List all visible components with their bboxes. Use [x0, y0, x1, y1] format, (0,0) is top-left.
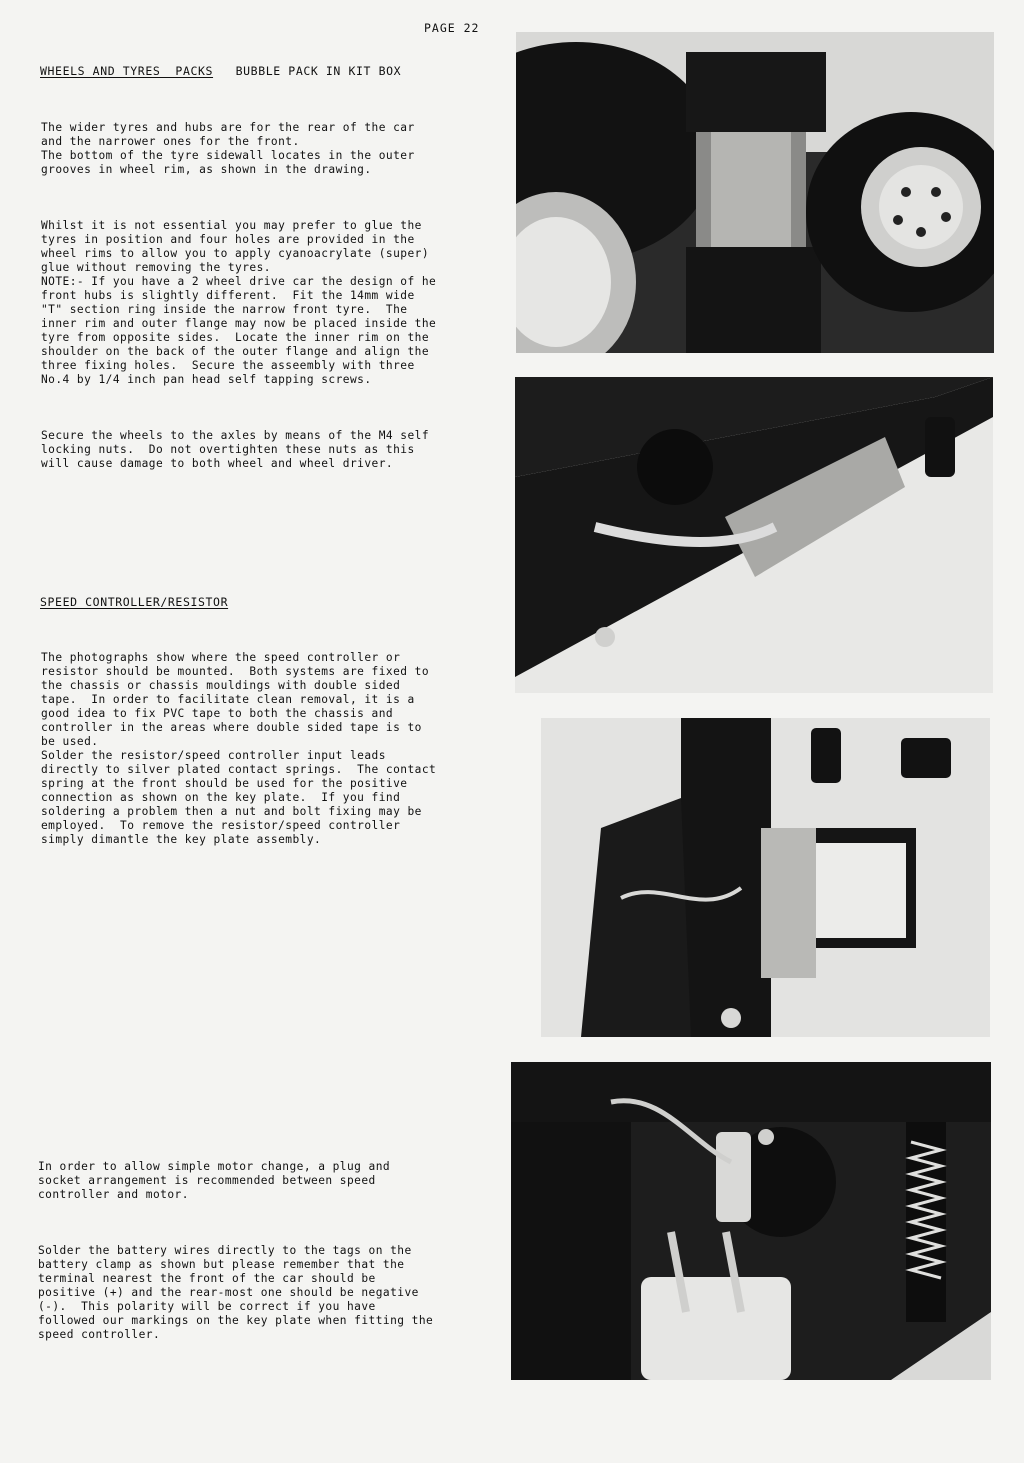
- motor-text: [38, 1132, 433, 1370]
- speed-controller-paragraph-1: The photographs show where the speed controller or resistor should be mounted. Both systems are fixed to the chassis or chassis mouldings with double sided tape. In order to facilitate clean removal, it is a good idea to fix PVC tape to both the chassis and controller in the areas where double sided tape is to be used. Solder the resistor/speed controller input leads directly to silver plated contact springs. The contact spring at the front should be used for the positive connection as shown on the key plate. If you find soldering a problem then a nut and bolt fixing may be employed. To remove the resistor/speed controller simply dimantle the key plate assembly.: [41, 651, 437, 846]
- speed-controller-text: [41, 623, 436, 875]
- wheels-paragraph-3: Secure the wheels to the axles by means of the M4 self locking nuts. Do not overtighten these nuts as this will cause damage to both wheel and wheel driver.: [41, 429, 430, 470]
- wheels-paragraph-2: Whilst it is not essential you may prefer to glue the tyres in position and four holes are provided in the wheel rims to allow you to apply cyanoacrylate (super) glue without removing the tyres. NOTE:- If you have a 2 wheel drive car the design of he front hubs is slightly different. Fit the 14mm wide "T" section ring inside the narrow front tyre. The inner rim and outer flange may now be placed inside the tyre from opposite sides. Locate the inner rim on the shoulder on the back of the outer flange and align the three fixing holes. Secure the asseembly with three No.4 by 1/4 inch pan head self tapping screws.: [41, 219, 437, 386]
- speed-controller-heading-line: [40, 595, 228, 609]
- page-number: PAGE 22: [424, 21, 480, 35]
- wheels-text: [41, 93, 436, 499]
- motor-paragraph-1: In order to allow simple motor change, a plug and socket arrangement is recommended between speed controller and motor.: [38, 1160, 391, 1201]
- wheels-paragraph-1: The wider tyres and hubs are for the rear of the car and the narrower ones for the front. The bottom of the tyre sidewall locates in the outer grooves in wheel rim, as shown in the drawing.: [41, 121, 415, 176]
- resistor-mounted-photo: [541, 718, 990, 1037]
- motor-battery-clamp-photo: [511, 1062, 991, 1380]
- wheels-heading-line: [40, 64, 401, 78]
- wheels-tyres-photo: [516, 32, 994, 353]
- motor-paragraph-2: Solder the battery wires directly to the tags on the battery clamp as shown but please remember that the terminal nearest the front of the car should be positive (+) and the rear-most one should be negative (-). This polarity will be correct if you have followed our markings on the key plate when fitting the speed controller.: [38, 1244, 434, 1341]
- speed-controller-chassis-photo: [515, 377, 993, 693]
- wheels-subheading: BUBBLE PACK IN KIT BOX: [235, 64, 402, 78]
- wheels-heading: WHEELS AND TYRES PACKS: [40, 64, 214, 78]
- speed-controller-heading: SPEED CONTROLLER/RESISTOR: [40, 595, 229, 609]
